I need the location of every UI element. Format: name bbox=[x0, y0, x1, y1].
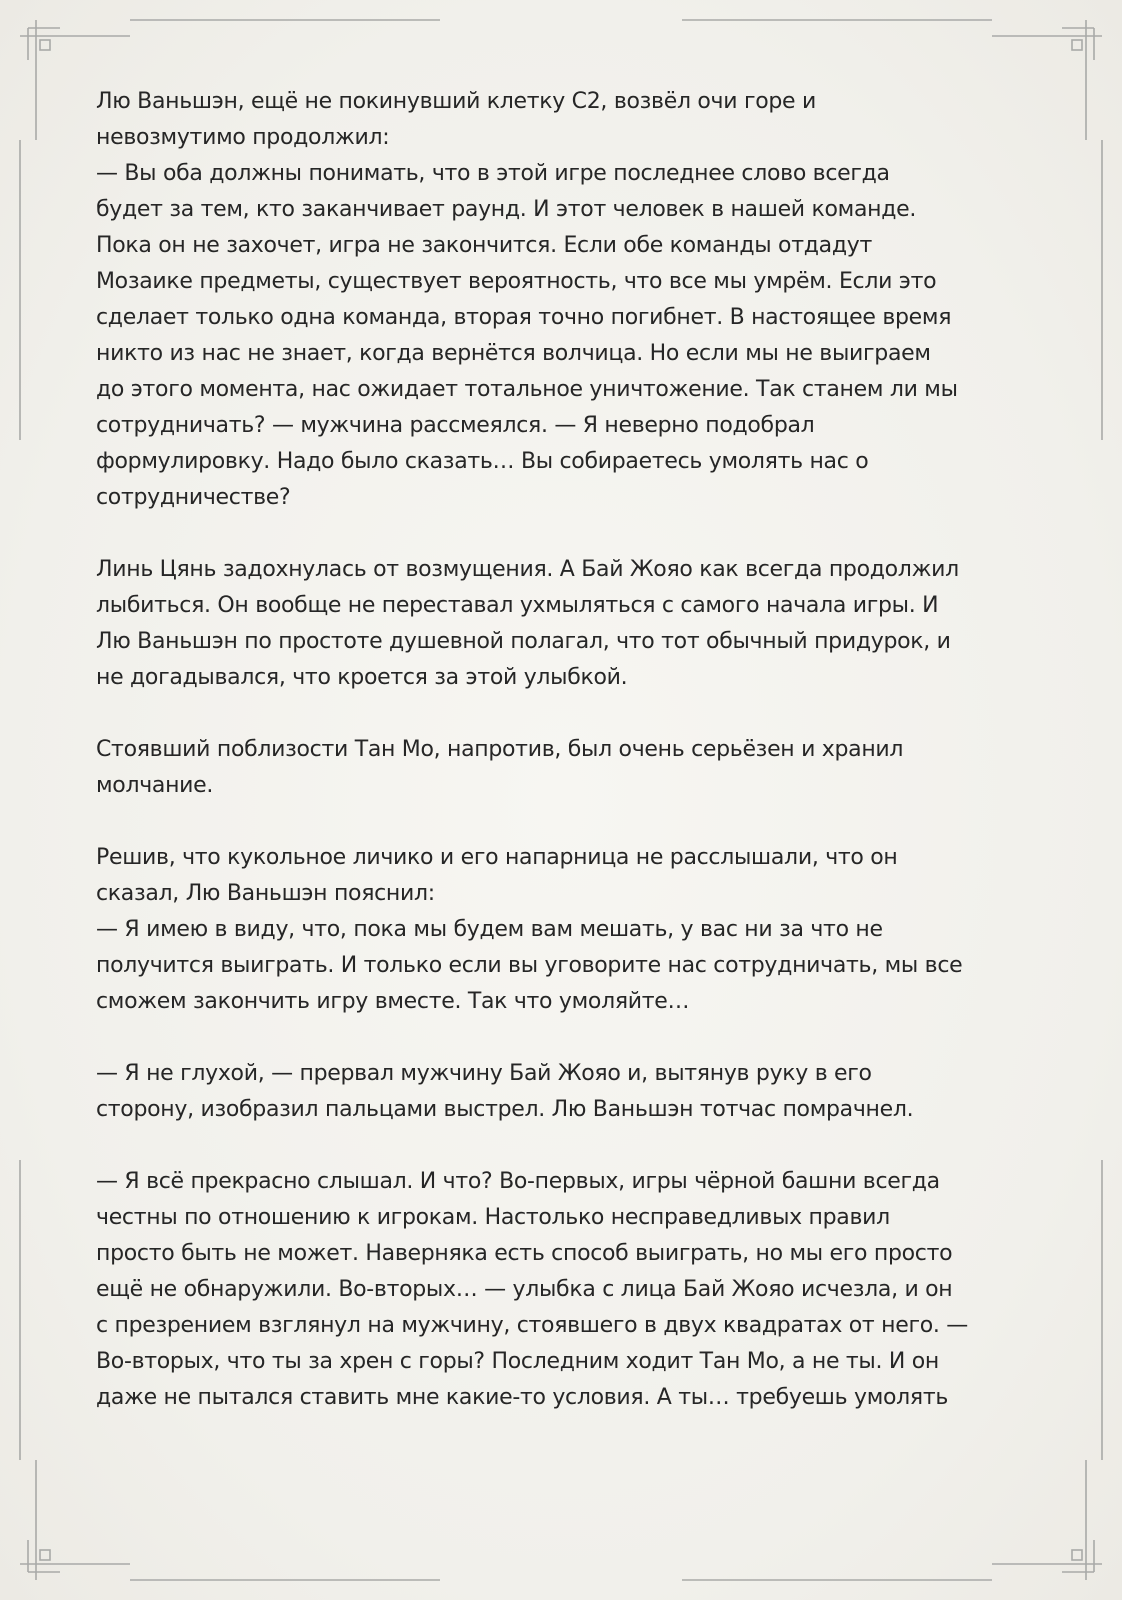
text-line: Решив, что кукольное личико и его напарница не расслышали, что он bbox=[96, 845, 898, 870]
text-line: не догадывался, что кроется за этой улыбкой. bbox=[96, 665, 628, 690]
text-line: формулировку. Надо было сказать… Вы собираетесь умолять нас о bbox=[96, 449, 869, 474]
text-line: Во-вторых, что ты за хрен с горы? Последним ходит Тан Мо, а не ты. И он bbox=[96, 1349, 939, 1374]
text-line: до этого момента, нас ожидает тотальное уничтожение. Так станем ли мы bbox=[96, 377, 958, 402]
book-text bbox=[96, 84, 1036, 1416]
text-line: никто из нас не знает, когда вернётся волчица. Но если мы не выиграем bbox=[96, 341, 931, 366]
text-line: — Я всё прекрасно слышал. И что? Во-первых, игры чёрной башни всегда bbox=[96, 1169, 940, 1194]
text-line: получится выиграть. И только если вы уговорите нас сотрудничать, мы все bbox=[96, 953, 963, 978]
paragraph-1 bbox=[96, 84, 1036, 516]
text-line: даже не пытался ставить мне какие-то условия. А ты… требуешь умолять bbox=[96, 1385, 949, 1410]
text-line: сделает только одна команда, вторая точно погибнет. В настоящее время bbox=[96, 305, 952, 330]
text-line: Мозаике предметы, существует вероятность, что все мы умрём. Если это bbox=[96, 269, 937, 294]
text-line: Линь Цянь задохнулась от возмущения. А Бай Жояо как всегда продолжил bbox=[96, 557, 959, 582]
text-line: ещё не обнаружили. Во-вторых… — улыбка с лица Бай Жояо исчезла, и он bbox=[96, 1277, 953, 1302]
text-line: — Я имею в виду, что, пока мы будем вам мешать, у вас ни за что не bbox=[96, 917, 883, 942]
text-line: Пока он не захочет, игра не закончится. Если обе команды отдадут bbox=[96, 233, 872, 258]
text-line: лыбиться. Он вообще не переставал ухмыляться с самого начала игры. И bbox=[96, 593, 939, 618]
text-line: будет за тем, кто заканчивает раунд. И этот человек в нашей команде. bbox=[96, 197, 917, 222]
text-line: сказал, Лю Ваньшэн пояснил: bbox=[96, 881, 435, 906]
text-line: сотрудничестве? bbox=[96, 485, 291, 510]
text-line: с презрением взглянул на мужчину, стоявшего в двух квадратах от него. — bbox=[96, 1313, 968, 1338]
text-line: Стоявший поблизости Тан Мо, напротив, был очень серьёзен и хранил bbox=[96, 737, 904, 762]
paragraph-2 bbox=[96, 552, 1036, 696]
text-line: — Я не глухой, — прервал мужчину Бай Жояо и, вытянув руку в его bbox=[96, 1061, 872, 1086]
text-line: Лю Ваньшэн, ещё не покинувший клетку С2, возвёл очи горе и bbox=[96, 89, 816, 114]
paragraph-4 bbox=[96, 840, 1036, 1020]
paragraph-6 bbox=[96, 1164, 1036, 1416]
text-line: сторону, изобразил пальцами выстрел. Лю Ваньшэн тотчас помрачнел. bbox=[96, 1097, 914, 1122]
text-line: — Вы оба должны понимать, что в этой игре последнее слово всегда bbox=[96, 161, 890, 186]
text-line: честны по отношению к игрокам. Настолько несправедливых правил bbox=[96, 1205, 890, 1230]
text-line: Лю Ваньшэн по простоте душевной полагал, что тот обычный придурок, и bbox=[96, 629, 951, 654]
text-line: невозмутимо продолжил: bbox=[96, 125, 390, 150]
text-line: молчание. bbox=[96, 773, 214, 798]
paragraph-5 bbox=[96, 1056, 1036, 1128]
text-line: сотрудничать? — мужчина рассмеялся. — Я неверно подобрал bbox=[96, 413, 815, 438]
paragraph-3 bbox=[96, 732, 1036, 804]
text-line: просто быть не может. Наверняка есть способ выиграть, но мы его просто bbox=[96, 1241, 953, 1266]
text-line: сможем закончить игру вместе. Так что умоляйте… bbox=[96, 989, 690, 1014]
